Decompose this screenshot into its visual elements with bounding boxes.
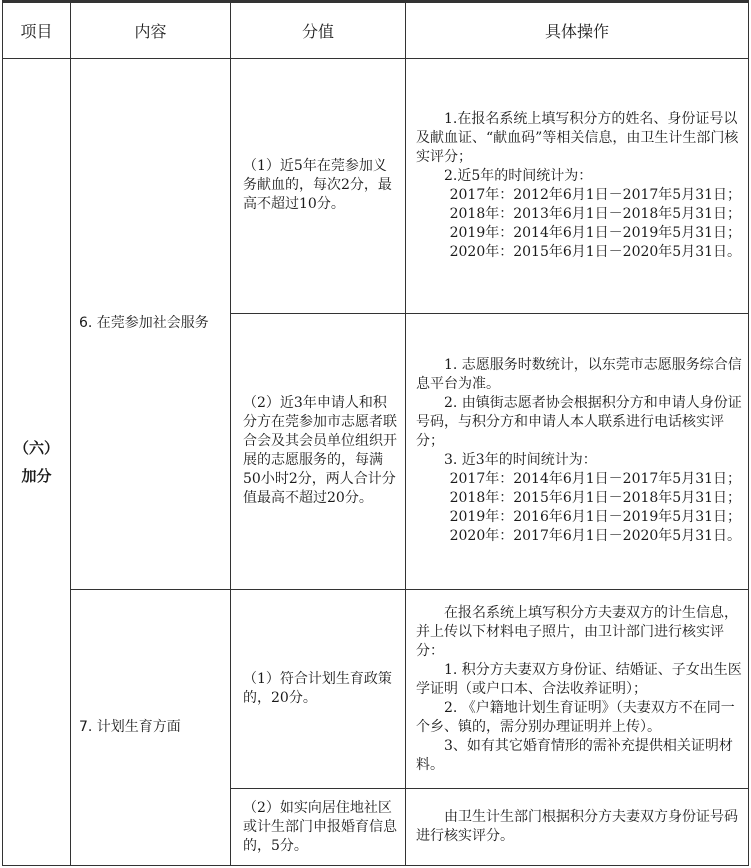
ops-line: 2. 《户籍地计划生育证明》（夫妻双方不在同一个乡、镇的，需分别办理证明并上传）。: [416, 699, 735, 735]
header-ops: 具体操作: [406, 2, 749, 59]
ops-line: 2019年：2016年6月1日－2019年5月31日；: [449, 509, 742, 526]
ops-line: 3、如有其它婚育情形的需补充提供相关证明材料。: [416, 737, 733, 773]
score-volunteer: （2）近3年申请人和积分方在莞参加市志愿者联合会及其会员单位组织开展的志愿服务的，每满50小时2分，两人合计分值最高不超过20分。: [231, 313, 406, 589]
ops-blood-donation: [406, 59, 749, 314]
ops-marital-info: [406, 789, 749, 866]
points-table: [2, 0, 748, 866]
score-blood-donation: （1）近5年在莞参加义务献血的，每次2分，最高不超过10分。: [231, 59, 406, 314]
ops-line: 2020年：2017年6月1日－2020年5月31日。: [449, 528, 742, 545]
header-project: 项目: [3, 2, 71, 59]
score-family-planning: （1）符合计划生育政策的，20分。: [231, 589, 406, 788]
category-name: 加分: [21, 467, 52, 485]
ops-line: 2020年：2015年6月1日－2020年5月31日。: [449, 243, 742, 260]
ops-line: 1. 志愿服务时数统计，以东莞市志愿服务综合信息平台为准。: [416, 357, 742, 393]
header-score: 分值: [231, 2, 406, 59]
table-row: [3, 589, 749, 788]
ops-line: 在报名系统上填写积分方夫妻双方的计生信息，并上传以下材料电子照片，由卫计部门进行核实评分：: [416, 604, 738, 659]
ops-line: 1. 积分方夫妻双方身份证、结婚证、子女出生医学证明（或户口本、合法收养证明）；: [416, 661, 742, 697]
table-row: [3, 59, 749, 314]
points-table-grid: [2, 0, 749, 866]
ops-line: 3. 近3年的时间统计为：: [444, 452, 597, 469]
ops-line: 由卫生计生部门根据积分方夫妻双方身份证号码进行核实评分。: [416, 809, 738, 845]
ops-line: 2. 由镇街志愿者协会根据积分方和申请人身份证号码，与积分方和申请人本人联系进行电话核实评分；: [416, 395, 742, 450]
ops-line: 2017年：2012年6月1日－2017年5月31日；: [449, 186, 742, 203]
ops-volunteer: [406, 313, 749, 589]
ops-line: 2018年：2013年6月1日－2018年5月31日；: [449, 205, 742, 222]
item-family-planning: 7. 计划生育方面: [71, 589, 231, 865]
ops-line: 2019年：2014年6月1日－2019年5月31日；: [449, 224, 742, 241]
header-content: 内容: [71, 2, 231, 59]
score-marital-info: （2）如实向居住地社区或计生部门申报婚育信息的，5分。: [231, 789, 406, 866]
ops-line: 2.近5年的时间统计为：: [444, 167, 593, 184]
ops-line: 2018年：2015年6月1日－2018年5月31日；: [449, 490, 742, 507]
item-social-service: 6. 在莞参加社会服务: [71, 59, 231, 590]
category-cell: [3, 59, 71, 866]
ops-family-planning: [406, 589, 749, 788]
header-row: [3, 2, 749, 59]
category-number: （六）: [13, 439, 59, 457]
ops-line: 2017年：2014年6月1日－2017年5月31日；: [449, 471, 742, 488]
ops-line: 1.在报名系统上填写积分方的姓名、身份证号以及献血证、“献血码”等相关信息，由卫生计生部门核实评分；: [416, 110, 739, 165]
